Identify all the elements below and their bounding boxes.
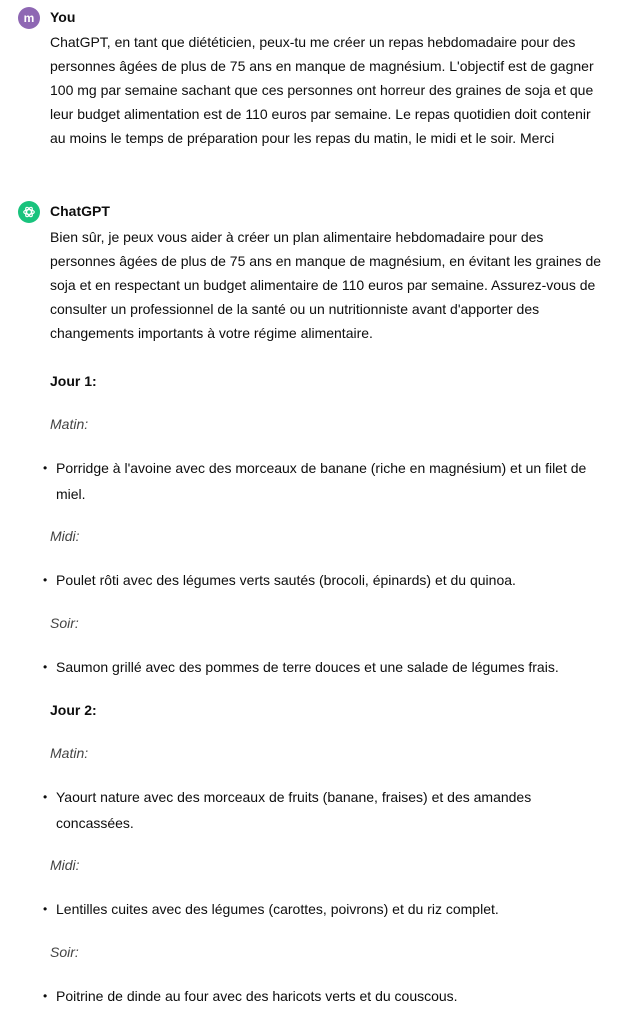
list-item	[43, 654, 603, 680]
list-item	[43, 567, 603, 593]
list-item	[43, 455, 603, 507]
meal-label: Soir:	[50, 944, 79, 960]
bullet-icon: •	[43, 989, 48, 1003]
user-message-text: ChatGPT, en tant que diététicien, peux-tu me créer un repas hebdomadaire pour des personnes âgées de plus de 75 ans en manque de magnésium. L'objectif est de gagner 100 mg par semaine sachant que ces personnes ont horreur des graines de soja et que leur budget alimentation est de 110 euros par semaine. Le repas quotidien doit contenir au moins le temps de préparation pour les repas du matin, le midi et le soir. Merci	[50, 34, 594, 146]
meal-label: Midi:	[50, 528, 80, 544]
meal-item-text: Yaourt nature avec des morceaux de fruits (banane, fraises) et des amandes concassées.	[56, 789, 532, 831]
user-avatar: m	[18, 7, 40, 29]
meal-label: Matin:	[50, 745, 89, 761]
bullet-icon: •	[43, 573, 48, 587]
list-item	[43, 983, 603, 1009]
meal-item-text: Lentilles cuites avec des légumes (carottes, poivrons) et du riz complet.	[56, 901, 499, 917]
bullet-icon: •	[43, 902, 48, 916]
meal-item-text: Poitrine de dinde au four avec des haricots verts et du couscous.	[56, 988, 458, 1004]
bullet-icon: •	[43, 790, 48, 804]
assistant-author-label: ChatGPT	[50, 203, 110, 219]
meal-item-text: Saumon grillé avec des pommes de terre douces et une salade de légumes frais.	[56, 659, 559, 675]
day-heading: Jour 2:	[50, 702, 97, 718]
list-item	[43, 784, 603, 836]
meal-label: Matin:	[50, 416, 89, 432]
meal-item-text: Porridge à l'avoine avec des morceaux de banane (riche en magnésium) et un filet de miel.	[56, 460, 587, 502]
openai-logo-icon	[18, 201, 40, 223]
meal-label: Midi:	[50, 857, 80, 873]
list-item	[43, 896, 603, 922]
assistant-intro-text: Bien sûr, je peux vous aider à créer un plan alimentaire hebdomadaire pour des personnes âgées de plus de 75 ans en manque de magnésium, en évitant les graines de soja et en respectant un budget alimentaire de 110 euros par semaine. Assurez-vous de consulter un professionnel de la santé ou un nutritionniste avant d'apporter des changements importants à votre régime alimentaire.	[50, 229, 602, 341]
bullet-icon: •	[43, 461, 48, 475]
meal-label: Soir:	[50, 615, 79, 631]
day-heading: Jour 1:	[50, 373, 97, 389]
user-author-label: You	[50, 9, 76, 25]
meal-item-text: Poulet rôti avec des légumes verts sautés (brocoli, épinards) et du quinoa.	[56, 572, 516, 588]
bullet-icon: •	[43, 660, 48, 674]
